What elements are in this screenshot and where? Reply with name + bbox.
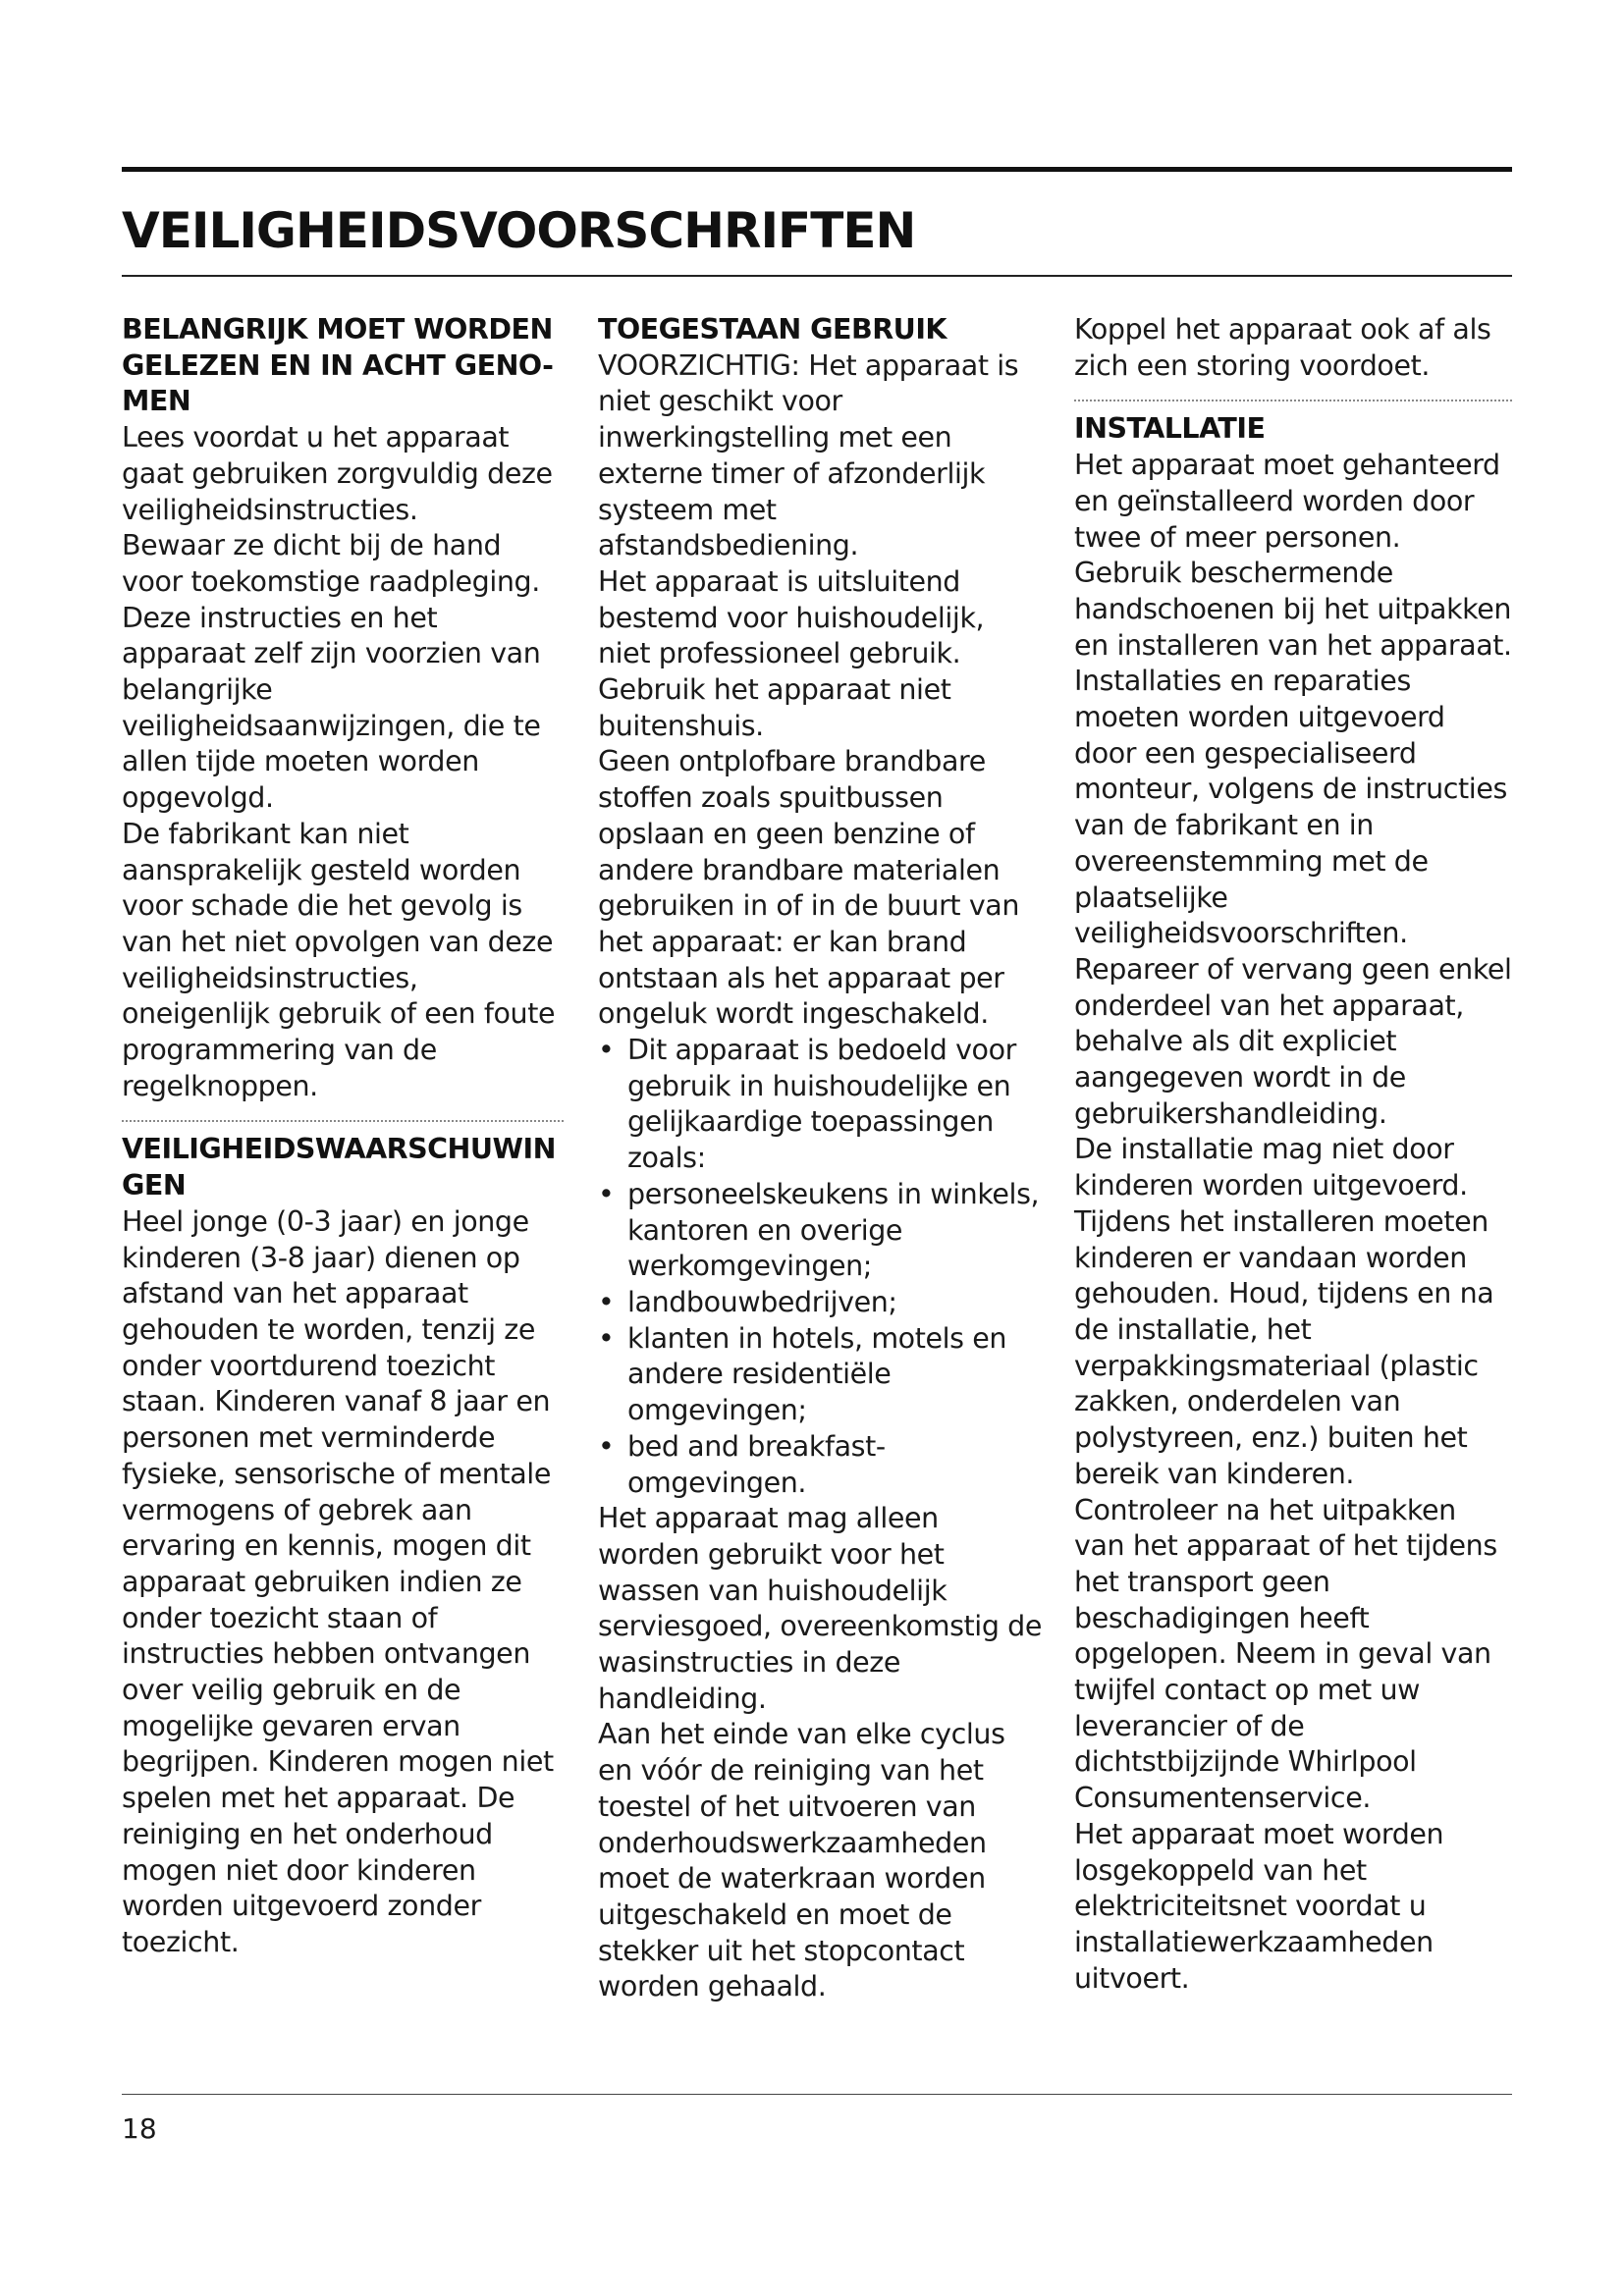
list-item: • klanten in hotels, motels en andere residentiële omgevingen; — [598, 1321, 1007, 1427]
dotted-separator — [1074, 400, 1512, 401]
section-heading-important: BELANGRIJK MOET WORDEN GELEZEN EN IN ACHT GENO- MEN — [122, 313, 554, 418]
bullet-icon: • — [598, 1429, 615, 1463]
paragraph: Bewaar ze dicht bij de hand voor toekomstige raadpleging. — [122, 529, 540, 598]
footer-rule — [122, 2094, 1512, 2095]
section-heading-safety-warnings: VEILIGHEIDSWAARSCHUWIN GEN — [122, 1133, 556, 1202]
paragraph: Installaties en reparaties moeten worden uitgevoerd door een gespecialiseerd monteur, volgens de instructies van de fabrikant en in overeenstemming met de plaatselijke veiligheidsvoorschriften. — [1074, 665, 1507, 950]
paragraph: Repareer of vervang geen enkel onderdeel van het apparaat, behalve als dit expliciet aangegeven wordt in de gebruikershandleiding. — [1074, 952, 1512, 1130]
usage-bullet-list — [598, 1033, 1042, 1501]
paragraph: Het apparaat moet gehanteerd en geïnstalleerd worden door twee of meer personen. Gebruik beschermende handschoenen bij het uitpakken en installeren van het apparaat. — [1074, 449, 1512, 662]
page-number: 18 — [122, 2112, 157, 2145]
bullet-icon: • — [598, 1285, 615, 1318]
column-right — [1074, 312, 1512, 1997]
list-item: • Dit apparaat is bedoeld voor gebruik in huishoudelijke en gelijkaardige toepassingen zoals: — [598, 1034, 1016, 1175]
paragraph: De installatie mag niet door kinderen worden uitgevoerd. Tijdens het installeren moeten kinderen er vandaan worden gehouden. Houd, tijdens en na de installatie, het verpakkingsmateriaal (plastic zakken, onderdelen van polystyreen, enz.) buiten het bereik van kinderen. — [1074, 1133, 1494, 1490]
paragraph: VOORZICHTIG: Het apparaat is niet geschikt voor inwerkingstelling met een externe timer of afzonderlijk systeem met afstandsbediening. — [598, 348, 1019, 562]
paragraph: Aan het einde van elke cyclus en vóór de reiniging van het toestel of het uitvoeren van onderhoudswerkzaamheden moet de waterkraan worden uitgeschakeld en moet de stekker uit het stopcontact worden gehaald. — [598, 1718, 1005, 2003]
paragraph: Deze instructies en het apparaat zelf zijn voorzien van belangrijke veiligheidsaanwijzingen, die te allen tijde moeten worden opgevolgd. — [122, 601, 541, 815]
paragraph: Lees voordat u het apparaat gaat gebruiken zorgvuldig deze veiligheidsinstructies. — [122, 421, 553, 526]
top-rule — [122, 167, 1512, 172]
paragraph: Koppel het apparaat ook af als zich een storing voordoet. — [1074, 313, 1491, 382]
list-item: • landbouwbedrijven; — [598, 1285, 1042, 1321]
title-underline — [122, 275, 1512, 277]
bullet-icon: • — [598, 1177, 615, 1210]
page-title: VEILIGHEIDSVOORSCHRIFTEN — [122, 202, 916, 259]
list-item: • bed and breakfast- omgevingen. — [598, 1429, 886, 1499]
column-middle — [598, 312, 1042, 2005]
paragraph: De fabrikant kan niet aansprakelijk gesteld worden voor schade die het gevolg is van het niet opvolgen van deze veiligheidsinstructies, oneigenlijk gebruik of een foute programmering van de regelknoppen. — [122, 817, 556, 1102]
column-left — [122, 312, 564, 1961]
paragraph: Geen ontplofbare brandbare stoffen zoals spuitbussen opslaan en geen benzine of andere brandbare materialen gebruiken in of in de buurt van het apparaat: er kan brand ontstaan als het apparaat per ongeluk wordt ingeschakeld. — [598, 745, 1020, 1031]
section-heading-installation: INSTALLATIE — [1074, 412, 1266, 446]
list-item: • personeelskeukens in winkels, kantoren en overige werkomgevingen; — [598, 1177, 1040, 1283]
paragraph: Controleer na het uitpakken van het apparaat of het tijdens het transport geen beschadigingen heeft opgelopen. Neem in geval van twijfel contact op met uw leverancier of de dichtstbijzijnde Whirlpool Consumentenservice. — [1074, 1493, 1497, 1815]
paragraph: Het apparaat mag alleen worden gebruikt voor het wassen van huishoudelijk serviesgoed, overeenkomstig de wasinstructies in deze handleiding. — [598, 1502, 1043, 1715]
dotted-separator — [122, 1120, 564, 1122]
paragraph: Het apparaat is uitsluitend bestemd voor huishoudelijk, niet professioneel gebruik. — [598, 564, 985, 670]
bullet-icon: • — [598, 1034, 615, 1067]
paragraph: Het apparaat moet worden losgekoppeld van het elektriciteitsnet voordat u installatiewerkzaamheden uitvoert. — [1074, 1817, 1444, 1995]
bullet-icon: • — [598, 1321, 615, 1355]
paragraph: Heel jonge (0-3 jaar) en jonge kinderen (3-8 jaar) dienen op afstand van het apparaat gehouden te worden, tenzij ze onder voortdurend toezicht staan. Kinderen vanaf 8 jaar en personen met verminderde fysieke, sensorische of mentale vermogens of gebrek aan ervaring en kennis, mogen dit apparaat gebruiken indien ze onder toezicht staan of instructies hebben ontvangen over veilig gebruik en de mogelijke gevaren ervan begrijpen. Kinderen mogen niet spelen met het apparaat. De reiniging en het onderhoud mogen niet door kinderen worden uitgevoerd zonder toezicht. — [122, 1204, 554, 1958]
paragraph: Gebruik het apparaat niet buitenshuis. — [598, 673, 951, 742]
section-heading-permitted-use: TOEGESTAAN GEBRUIK — [598, 313, 947, 346]
